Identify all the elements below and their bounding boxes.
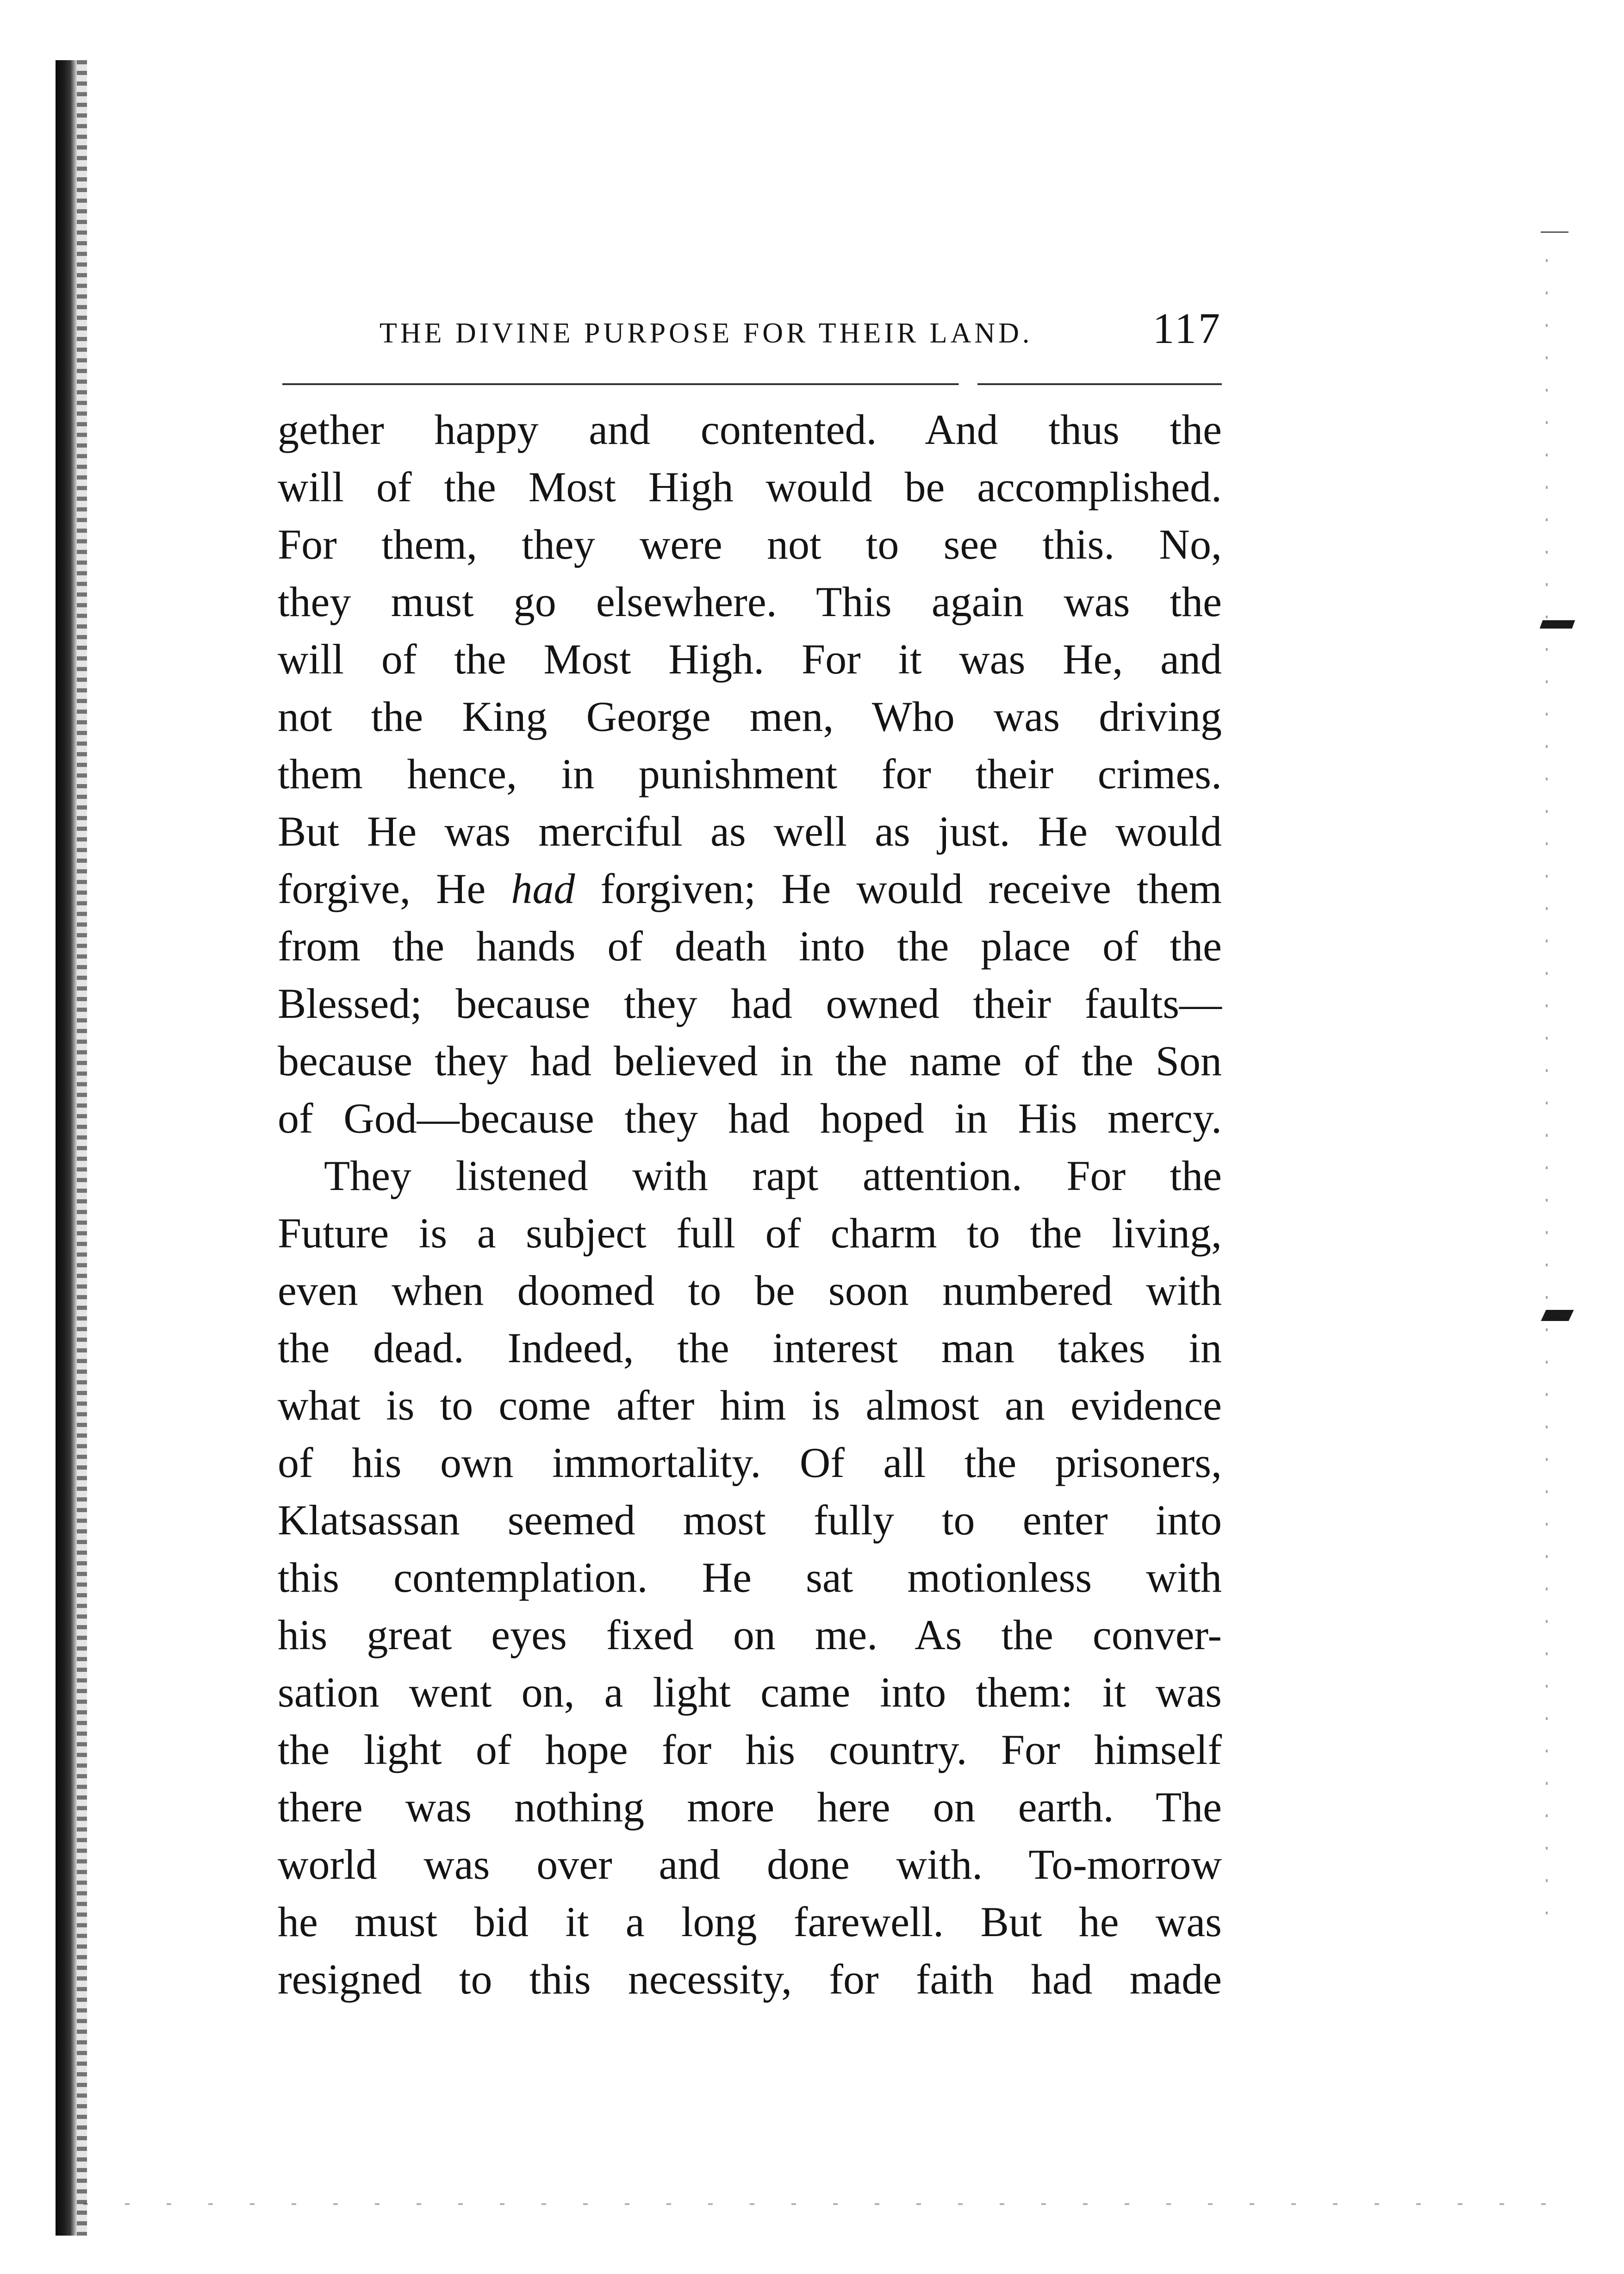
- margin-specks: [1546, 259, 1548, 1925]
- text-line: gether happy and contented. And thus the: [278, 406, 1222, 453]
- text-line: But He was merciful as well as just. He would: [278, 808, 1222, 855]
- bottom-specks: [83, 2203, 1564, 2205]
- text-line: them hence, in punishment for their crimes.: [278, 750, 1222, 797]
- text-line: They listened with rapt attention. For the: [324, 1152, 1222, 1199]
- text-line: the light of hope for his country. For himself: [278, 1726, 1222, 1773]
- text-line: of his own immortality. Of all the prisoners,: [278, 1439, 1222, 1486]
- text-line: Klatsassan seemed most fully to enter into: [278, 1496, 1222, 1544]
- header-rule: [282, 383, 1222, 385]
- text-line: resigned to this necessity, for faith had made: [278, 1956, 1222, 2003]
- text-line: because they had believed in the name of the Son: [278, 1037, 1222, 1084]
- italic-word: had: [511, 865, 575, 912]
- text-line: what is to come after him is almost an evidence: [278, 1382, 1222, 1429]
- text-line: not the King George men, Who was driving: [278, 693, 1222, 740]
- text-line: Blessed; because they had owned their faults—: [278, 980, 1222, 1027]
- text-line: Future is a subject full of charm to the living,: [278, 1209, 1222, 1257]
- text-line: world was over and done with. To-morrow: [278, 1841, 1222, 1888]
- text-line: this contemplation. He sat motionless with: [278, 1554, 1222, 1601]
- text-line: will of the Most High. For it was He, and: [278, 635, 1222, 683]
- text-line: from the hands of death into the place of the: [278, 922, 1222, 970]
- text-line: [278, 860, 1222, 917]
- text-line: he must bid it a long farewell. But he was: [278, 1898, 1222, 1945]
- text-line: For them, they were not to see this. No,: [278, 521, 1222, 568]
- margin-mark-upper: [1540, 620, 1575, 629]
- text-line: his great eyes fixed on me. As the conver-: [278, 1611, 1222, 1658]
- text-line: even when doomed to be soon numbered with: [278, 1267, 1222, 1314]
- text-segment: forgiven; He would receive them: [575, 865, 1222, 912]
- text-line: the dead. Indeed, the interest man takes in: [278, 1324, 1222, 1371]
- running-title: THE DIVINE PURPOSE FOR THEIR LAND.: [380, 318, 1033, 349]
- text-segment: forgive, He: [278, 865, 511, 912]
- text-line: will of the Most High would be accomplished.: [278, 463, 1222, 511]
- text-line: they must go elsewhere. This again was the: [278, 578, 1222, 625]
- text-line: of God—because they had hoped in His mercy.: [278, 1095, 1222, 1142]
- text-line: there was nothing more here on earth. The: [278, 1783, 1222, 1831]
- text-line: sation went on, a light came into them: it was: [278, 1669, 1222, 1716]
- binding-edge: [56, 60, 77, 2236]
- page-header: [282, 296, 1222, 356]
- margin-rule: [1541, 231, 1568, 233]
- page-number: 117: [1152, 305, 1222, 353]
- body-text: [278, 401, 1222, 2021]
